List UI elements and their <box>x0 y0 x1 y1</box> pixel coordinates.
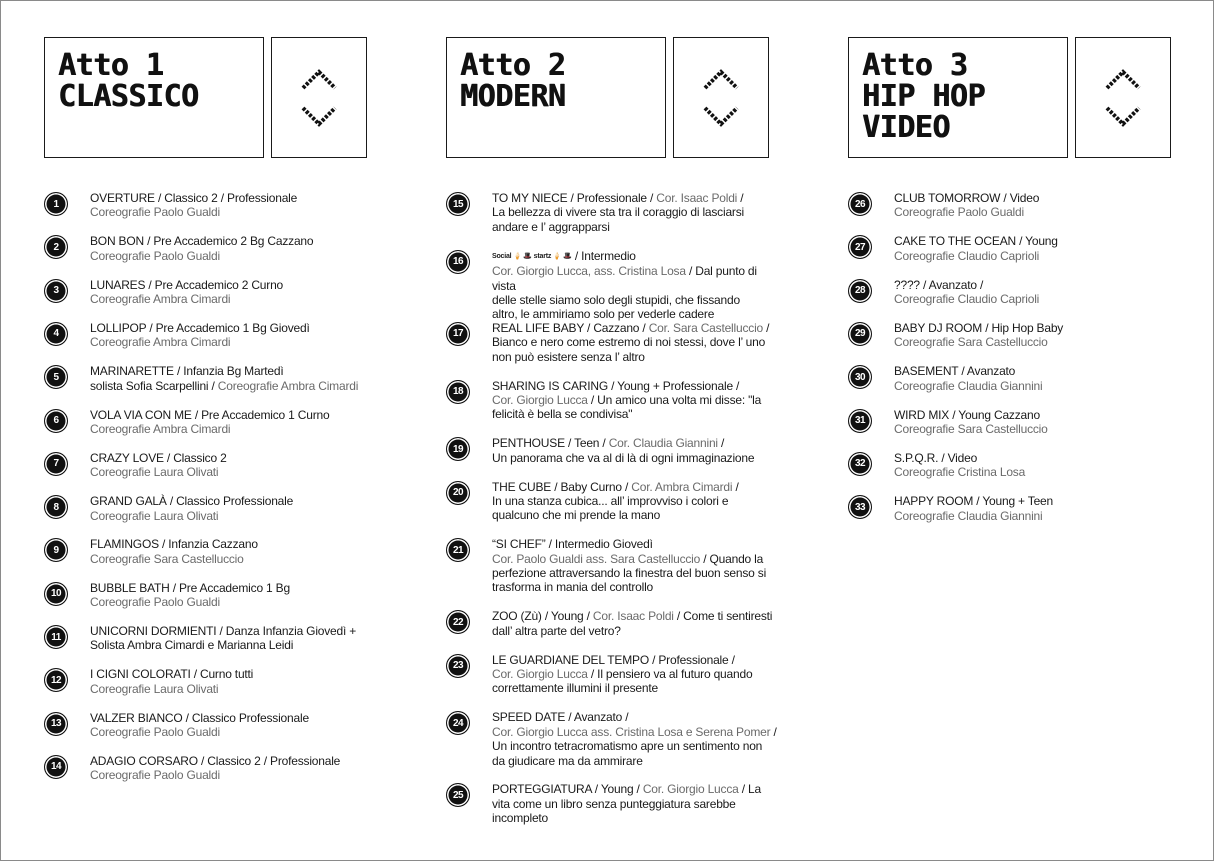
program-text: WIRD MIX / Young Cazzano <box>894 407 1040 422</box>
item-text <box>90 537 380 566</box>
program-text: / Quando la <box>700 551 764 566</box>
item-text <box>894 451 1184 480</box>
item-text-line <box>492 480 782 494</box>
item-text <box>90 278 380 307</box>
program-text: BUBBLE BATH / Pre Accademico 1 Bg <box>90 580 290 595</box>
choreographer-text: Coreografie Sara Castelluccio <box>90 551 244 566</box>
item-text <box>90 581 380 610</box>
item-text-line <box>90 682 380 696</box>
item-text-line <box>90 465 380 479</box>
program-text: PORTEGGIATURA / Young / <box>492 782 643 797</box>
act-title-line: CLASSICO <box>58 79 199 114</box>
item-text <box>492 321 782 364</box>
item-text-line <box>90 509 380 523</box>
program-text: incompleto <box>492 811 549 826</box>
item-text-line <box>894 494 1184 508</box>
item-text-line <box>492 335 782 349</box>
act-column-1 <box>44 37 374 783</box>
act-nav-button[interactable] <box>1075 37 1171 158</box>
item-text-line <box>492 552 782 566</box>
item-number-badge: 5 <box>44 365 68 389</box>
item-text <box>492 379 782 422</box>
act-title <box>862 50 985 143</box>
item-text-line <box>90 552 380 566</box>
item-text-line <box>492 725 782 739</box>
item-text-line <box>90 278 380 292</box>
item-text-line <box>492 653 782 667</box>
item-text-line <box>492 566 782 580</box>
program-text: UNICORNI DORMIENTI / Danza Infanzia Giovedì + <box>90 624 357 638</box>
program-text: perfezione attraversando la finestra del buon senso si <box>492 566 767 580</box>
item-number-badge: 18 <box>446 380 470 404</box>
choreographer-text: Coreografie Claudia Giannini <box>894 378 1043 393</box>
program-text: CAKE TO THE OCEAN / Young <box>894 234 1058 249</box>
item-text-line <box>492 249 782 264</box>
item-text-line <box>90 711 380 725</box>
program-text: qualcuno che mi prende la mano <box>492 508 661 523</box>
item-text-line <box>90 581 380 595</box>
item-text-line <box>90 595 380 609</box>
item-text <box>492 436 782 465</box>
item-text-line <box>90 408 380 422</box>
item-text-line <box>492 191 782 205</box>
program-text: / Un amico una volta mi disse: "la <box>587 392 762 407</box>
program-text: altro, le ammiriamo solo per vederle cadere <box>492 307 715 322</box>
item-text <box>894 278 1184 307</box>
program-text: da giudicare ma da ammirare <box>492 753 643 768</box>
item-text-line <box>894 205 1184 219</box>
act-title-line: Atto 1 <box>58 48 164 83</box>
item-text <box>90 234 380 263</box>
item-text-line <box>492 293 782 307</box>
item-number-badge: 30 <box>848 365 872 389</box>
choreographer-text: Cor. Giorgio Lucca <box>492 667 588 681</box>
item-text <box>90 321 380 350</box>
choreographer-text: Coreografie Cristina Losa <box>894 465 1026 480</box>
item-number-badge: 1 <box>44 192 68 216</box>
item-text-line <box>90 335 380 349</box>
item-number-badge: 11 <box>44 625 68 649</box>
choreographer-text: Coreografie Laura Olivati <box>90 508 219 523</box>
choreographer-text: Coreografie Paolo Gualdi <box>90 595 220 610</box>
item-number-badge: 8 <box>44 495 68 519</box>
choreographer-text: Coreografie Ambra Cimardi <box>90 421 231 436</box>
item-number-badge: 29 <box>848 322 872 346</box>
item-text <box>894 234 1184 263</box>
act-title-line: VIDEO <box>862 110 950 145</box>
item-number-badge: 7 <box>44 452 68 476</box>
item-number-badge: 14 <box>44 755 68 779</box>
choreographer-text: Cor. Sara Castelluccio <box>648 320 764 335</box>
program-text: ???? / Avanzato / <box>894 277 984 292</box>
item-text <box>894 364 1184 393</box>
program-text: Bianco e nero come estremo di noi stessi, dove l’ uno <box>492 335 766 350</box>
program-text: PENTHOUSE / Teen / <box>492 436 609 451</box>
item-number-badge: 10 <box>44 582 68 606</box>
item-text-line <box>492 379 782 393</box>
item-text <box>90 408 380 437</box>
program-text: / <box>770 724 777 739</box>
chevron-up-down-icon <box>1104 68 1142 128</box>
item-text-line <box>90 205 380 219</box>
program-text: trasforma in mania del controllo <box>492 580 654 595</box>
item-number-badge: 31 <box>848 409 872 433</box>
program-text: SPEED DATE / Avanzato / <box>492 710 629 725</box>
item-number-badge: 23 <box>446 654 470 678</box>
item-text-line <box>894 379 1184 393</box>
program-text: ADAGIO CORSARO / Classico 2 / Professionale <box>90 753 341 768</box>
item-text-line <box>90 725 380 739</box>
item-text-line <box>894 191 1184 205</box>
program-text: andare e l’ aggrapparsi <box>492 219 610 234</box>
item-text-line <box>492 580 782 594</box>
program-text: / Dal punto di vista <box>492 264 757 293</box>
program-text: CLUB TOMORROW / Video <box>894 191 1040 205</box>
item-text-line <box>492 451 782 465</box>
choreographer-text: Cor. Claudia Giannini <box>608 436 718 451</box>
item-text-line <box>894 451 1184 465</box>
program-text: / <box>763 320 770 335</box>
program-text: ZOO (Zù) / Young / <box>492 609 593 624</box>
program-text: / <box>732 479 739 494</box>
program-text: I CIGNI COLORATI / Curno tutti <box>90 667 254 682</box>
program-text: non può esistere senza l’ altro <box>492 349 645 364</box>
item-number-badge: 13 <box>44 712 68 736</box>
choreographer-text: Coreografie Laura Olivati <box>90 681 219 696</box>
item-text-line <box>492 797 782 811</box>
choreographer-text: Coreografie Paolo Gualdi <box>90 205 220 220</box>
item-text-line <box>492 667 782 681</box>
item-text-line <box>492 307 782 321</box>
item-text <box>90 624 380 653</box>
item-text-line <box>492 782 782 796</box>
item-text-line <box>894 234 1184 248</box>
chevron-up-down-icon <box>702 68 740 128</box>
act-header <box>44 37 374 158</box>
item-text-line <box>90 422 380 436</box>
item-text-line <box>90 249 380 263</box>
item-number-badge: 2 <box>44 235 68 259</box>
item-number-badge: 12 <box>44 668 68 692</box>
item-text <box>492 537 782 595</box>
program-text: / <box>717 436 725 451</box>
item-text <box>90 494 380 523</box>
act-title-box <box>446 37 666 158</box>
program-text: correttamente illumini il presente <box>492 681 658 696</box>
program-text: / Intermedio <box>571 248 636 263</box>
item-text <box>492 782 782 825</box>
choreographer-text: Coreografie Ambra Cimardi <box>217 378 359 393</box>
act-title-box <box>44 37 264 158</box>
item-text-line <box>894 335 1184 349</box>
program-text: In una stanza cubica... all’ improvviso i colori e <box>492 493 729 508</box>
choreographer-text: Coreografie Claudio Caprioli <box>894 248 1040 263</box>
act-nav-button[interactable] <box>673 37 769 158</box>
choreographer-text: Cor. Ambra Cimardi <box>631 479 733 494</box>
item-text-line <box>894 292 1184 306</box>
item-text <box>90 451 380 480</box>
act-title <box>58 50 199 112</box>
item-text-line <box>894 465 1184 479</box>
item-text-line <box>90 754 380 768</box>
choreographer-text: Coreografie Claudio Caprioli <box>894 292 1040 306</box>
item-text <box>90 754 380 783</box>
choreographer-text: Coreografie Laura Olivati <box>90 465 219 480</box>
choreographer-text: Cor. Giorgio Lucca <box>492 392 588 407</box>
program-text: SHARING IS CARING / Young + Professionale / <box>492 378 740 393</box>
program-text: GRAND GALÀ / Classico Professionale <box>90 494 294 509</box>
item-text-line <box>894 249 1184 263</box>
item-text <box>492 710 782 768</box>
program-text: MARINARETTE / Infanzia Bg Martedì <box>90 364 284 379</box>
program-text: Un panorama che va al di là di ogni immaginazione <box>492 450 755 465</box>
item-number-badge: 24 <box>446 711 470 735</box>
program-text: LE GUARDIANE DEL TEMPO / Professionale / <box>492 652 735 667</box>
item-number-badge: 26 <box>848 192 872 216</box>
choreographer-text: Coreografie Paolo Gualdi <box>894 205 1024 220</box>
item-text-line <box>492 407 782 421</box>
item-text-line <box>492 754 782 768</box>
item-number-badge: 32 <box>848 452 872 476</box>
choreographer-text: Cor. Giorgio Lucca, ass. Cristina Losa <box>492 264 686 279</box>
item-text-line <box>894 364 1184 378</box>
item-text <box>894 408 1184 437</box>
choreographer-text: Coreografie Sara Castelluccio <box>894 335 1048 350</box>
program-text: LOLLIPOP / Pre Accademico 1 Bg Giovedì <box>90 320 310 335</box>
item-text <box>90 364 380 393</box>
item-text-line <box>90 638 380 652</box>
program-text: / Come ti sentiresti <box>673 609 773 624</box>
program-text: LUNARES / Pre Accademico 2 Curno <box>90 277 284 292</box>
program-text: vita come un libro senza punteggiatura sarebbe <box>492 796 736 811</box>
item-text-line <box>492 739 782 753</box>
program-text: VOLA VIA CON ME / Pre Accademico 1 Curno <box>90 407 330 422</box>
item-text-line <box>492 393 782 407</box>
item-text-line <box>492 350 782 364</box>
act-title-box <box>848 37 1068 158</box>
program-text: “SI CHEF” / Intermedio Giovedì <box>492 537 653 552</box>
program-text: La bellezza di vivere sta tra il coraggio di lasciarsi <box>492 205 744 220</box>
choreographer-text: Cor. Isaac Poldi <box>592 609 674 624</box>
item-text-line <box>894 408 1184 422</box>
item-number-badge: 28 <box>848 279 872 303</box>
act-title-line: MODERN <box>460 79 566 114</box>
item-text <box>492 609 782 638</box>
item-text <box>90 711 380 740</box>
chevron-up-down-icon <box>300 68 338 128</box>
item-number-badge: 27 <box>848 235 872 259</box>
choreographer-text: Cor. Giorgio Lucca ass. Cristina Losa e Serena Pomer <box>492 724 771 739</box>
act-column-3 <box>848 37 1178 523</box>
item-number-badge: 9 <box>44 538 68 562</box>
item-text-line <box>492 537 782 551</box>
item-text-line <box>492 436 782 450</box>
item-text-line <box>492 264 782 293</box>
program-text: / Il pensiero va al futuro quando <box>587 667 753 681</box>
program-text: Solista Ambra Cimardi e Marianna Leidi <box>90 638 294 653</box>
choreographer-text: Coreografie Claudia Giannini <box>894 508 1043 523</box>
item-text <box>492 480 782 523</box>
program-text: Un incontro tetracromatismo apre un sentimento non <box>492 739 763 754</box>
item-number-badge: 6 <box>44 409 68 433</box>
item-text-line <box>492 811 782 825</box>
program-text: THE CUBE / Baby Curno / <box>492 479 632 494</box>
item-number-badge: 15 <box>446 192 470 216</box>
program-text: / La <box>738 782 761 797</box>
choreographer-text: Cor. Giorgio Lucca <box>642 782 739 797</box>
program-text: FLAMINGOS / Infanzia Cazzano <box>90 537 258 552</box>
item-text-line <box>90 537 380 551</box>
item-text-line <box>492 624 782 638</box>
item-text-line <box>90 321 380 335</box>
item-number-badge: 16 <box>446 250 470 274</box>
choreographer-text: Coreografie Ambra Cimardi <box>90 335 231 350</box>
item-text-line <box>90 292 380 306</box>
item-number-badge: 22 <box>446 610 470 634</box>
choreographer-text: Cor. Paolo Gualdi ass. Sara Castelluccio <box>492 551 701 566</box>
item-text-line <box>492 321 782 335</box>
program-text: dall’ altra parte del vetro? <box>492 623 621 638</box>
act-title <box>460 50 565 112</box>
program-text: BASEMENT / Avanzato <box>894 364 1016 379</box>
choreographer-text: Coreografie Paolo Gualdi <box>90 248 220 263</box>
act-title-line: HIP HOP <box>862 79 985 114</box>
item-number-badge: 20 <box>446 481 470 505</box>
item-text-line <box>492 508 782 522</box>
choreographer-text: Coreografie Sara Castelluccio <box>894 421 1048 436</box>
item-text-line <box>90 667 380 681</box>
item-number-badge: 3 <box>44 279 68 303</box>
act-column-2 <box>446 37 777 826</box>
item-number-badge: 19 <box>446 437 470 461</box>
item-number-badge: 17 <box>446 322 470 346</box>
item-number-badge: 21 <box>446 538 470 562</box>
item-text-line <box>90 379 380 393</box>
act-header <box>446 37 776 158</box>
program-text: BON BON / Pre Accademico 2 Bg Cazzano <box>90 234 314 249</box>
item-text <box>894 321 1184 350</box>
item-text-line <box>90 191 380 205</box>
item-text-line <box>492 710 782 724</box>
program-text: S.P.Q.R. / Video <box>894 450 978 465</box>
item-text-line <box>90 234 380 248</box>
item-text-line <box>492 220 782 234</box>
item-text <box>894 494 1184 523</box>
item-text-line <box>894 422 1184 436</box>
act-nav-button[interactable] <box>271 37 367 158</box>
item-text <box>894 191 1184 220</box>
item-number-badge: 25 <box>446 783 470 807</box>
item-text <box>90 667 380 696</box>
program-text: CRAZY LOVE / Classico 2 <box>90 450 227 465</box>
item-text-line <box>90 364 380 378</box>
item-text-line <box>492 205 782 219</box>
act-title-line: Atto 2 <box>460 48 566 83</box>
item-text-line <box>894 509 1184 523</box>
item-text <box>492 249 782 322</box>
act-title-line: Atto 3 <box>862 48 968 83</box>
item-text-line <box>90 624 380 638</box>
item-text-line <box>90 768 380 782</box>
item-text-line <box>492 681 782 695</box>
choreographer-text: Coreografie Ambra Cimardi <box>90 292 231 306</box>
item-text-line <box>90 494 380 508</box>
program-text: solista Sofia Scarpellini / <box>90 378 218 393</box>
program-text: delle stelle siamo solo degli stupidi, che fissando <box>492 292 740 307</box>
item-text-line <box>894 321 1184 335</box>
program-text: HAPPY ROOM / Young + Teen <box>894 494 1053 509</box>
item-text <box>492 191 782 234</box>
item-number-badge: 4 <box>44 322 68 346</box>
program-text: OVERTURE / Classico 2 / Professionale <box>90 191 298 205</box>
choreographer-text: Cor. Isaac Poldi <box>656 191 738 205</box>
item-text-line <box>492 494 782 508</box>
program-text: BABY DJ ROOM / Hip Hop Baby <box>894 320 1064 335</box>
item-text-line <box>90 451 380 465</box>
item-text-line <box>492 609 782 623</box>
item-text <box>492 653 782 696</box>
program-text: REAL LIFE BABY / Cazzano / <box>492 320 649 335</box>
choreographer-text: Coreografie Paolo Gualdi <box>90 725 220 739</box>
item-text <box>90 191 380 220</box>
program-text: Social 🍦 🎩 startz 🍦 🎩 <box>492 252 572 260</box>
choreographer-text: Coreografie Paolo Gualdi <box>90 768 220 783</box>
program-text: / <box>737 191 744 205</box>
program-text: TO MY NIECE / Professionale / <box>492 191 657 205</box>
act-header <box>848 37 1178 158</box>
item-number-badge: 33 <box>848 495 872 519</box>
program-text: felicità è bella se condivisa" <box>492 407 633 422</box>
item-text-line <box>894 278 1184 292</box>
program-text: VALZER BIANCO / Classico Professionale <box>90 710 309 725</box>
